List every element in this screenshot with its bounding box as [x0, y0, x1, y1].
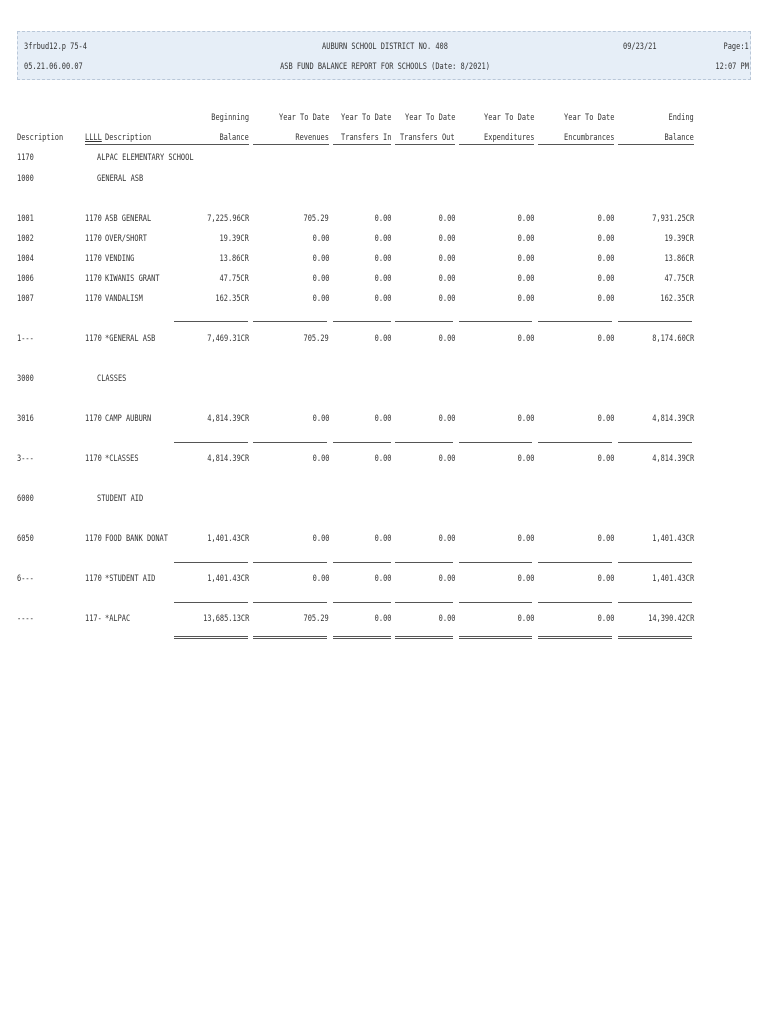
col-revenues-top: Year To Date — [278, 113, 329, 123]
subtotal-rule — [538, 442, 612, 443]
row-code: 6050 — [17, 534, 34, 544]
cell-beg: 1,401.43CR — [207, 574, 249, 584]
subtotal-rule — [253, 562, 327, 563]
row-code: 1--- — [17, 334, 34, 344]
row-code: 3--- — [17, 454, 34, 464]
grand-total-rule — [333, 636, 391, 639]
subtotal-rule — [333, 442, 391, 443]
cell-tout: 0.00 — [438, 454, 455, 464]
subtotal-rule — [618, 321, 692, 322]
row-code: 6--- — [17, 574, 34, 584]
row-description: *ALPAC — [105, 614, 131, 624]
cell-exp: 0.00 — [517, 294, 534, 304]
col-ending-top: Ending — [668, 113, 694, 123]
cell-exp: 0.00 — [517, 254, 534, 264]
subtotal-rule — [333, 562, 391, 563]
cell-enc: 0.00 — [597, 294, 614, 304]
header-rule — [395, 144, 455, 145]
subtotal-rule — [253, 442, 327, 443]
row-location: 1170 — [85, 234, 102, 244]
section-heading: CLASSES — [97, 374, 127, 384]
row-description: *STUDENT AID — [105, 574, 156, 584]
cell-tout: 0.00 — [438, 414, 455, 424]
cell-tout: 0.00 — [438, 254, 455, 264]
cell-tin: 0.00 — [374, 454, 391, 464]
cell-tin: 0.00 — [374, 234, 391, 244]
subtotal-rule — [459, 321, 532, 322]
col-transfers-in-bot: Transfers In — [340, 133, 391, 143]
grand-total-rule — [174, 636, 248, 639]
report-time: 12:07 PM — [715, 62, 749, 72]
cell-exp: 0.00 — [517, 614, 534, 624]
cell-rev: 705.29 — [303, 334, 329, 344]
cell-tout: 0.00 — [438, 334, 455, 344]
subtotal-rule — [395, 562, 453, 563]
cell-tin: 0.00 — [374, 574, 391, 584]
total-rule — [253, 602, 327, 603]
page-number: Page:1 — [723, 42, 749, 52]
cell-exp: 0.00 — [517, 334, 534, 344]
cell-end: 1,401.43CR — [652, 574, 694, 584]
subtotal-rule — [333, 321, 391, 322]
cell-end: 4,814.39CR — [652, 414, 694, 424]
cell-enc: 0.00 — [597, 614, 614, 624]
subtotal-rule — [538, 562, 612, 563]
cell-exp: 0.00 — [517, 574, 534, 584]
cell-end: 14,390.42CR — [647, 614, 694, 624]
cell-rev: 705.29 — [303, 214, 329, 224]
cell-end: 47.75CR — [664, 274, 694, 284]
cell-tin: 0.00 — [374, 274, 391, 284]
cell-rev: 0.00 — [312, 574, 329, 584]
cell-tout: 0.00 — [438, 274, 455, 284]
row-description: CAMP AUBURN — [105, 414, 152, 424]
col-transfers-out-bot: Transfers Out — [400, 133, 455, 143]
col-ending-bot: Balance — [664, 133, 694, 143]
row-code: ---- — [17, 614, 34, 624]
section-heading: GENERAL ASB — [97, 174, 144, 184]
header-rule — [174, 144, 249, 145]
subtotal-rule — [174, 562, 248, 563]
subtotal-rule — [618, 442, 692, 443]
grand-total-rule — [395, 636, 453, 639]
row-location: 1170 — [85, 414, 102, 424]
cell-end: 4,814.39CR — [652, 454, 694, 464]
row-location: 1170 — [85, 454, 102, 464]
subtotal-rule — [538, 321, 612, 322]
grand-total-rule — [253, 636, 327, 639]
row-code: 1002 — [17, 234, 34, 244]
cell-tin: 0.00 — [374, 614, 391, 624]
col-description-2: Description — [105, 133, 152, 143]
subtotal-rule — [174, 321, 248, 322]
cell-beg: 13,685.13CR — [202, 614, 249, 624]
cell-beg: 1,401.43CR — [207, 534, 249, 544]
total-rule — [174, 602, 248, 603]
subtotal-rule — [253, 321, 327, 322]
cell-enc: 0.00 — [597, 334, 614, 344]
col-revenues-bot: Revenues — [295, 133, 329, 143]
row-code: 3016 — [17, 414, 34, 424]
cell-rev: 0.00 — [312, 274, 329, 284]
col-transfers-in-top: Year To Date — [340, 113, 391, 123]
total-rule — [538, 602, 612, 603]
cell-tin: 0.00 — [374, 534, 391, 544]
cell-enc: 0.00 — [597, 574, 614, 584]
col-transfers-out-top: Year To Date — [404, 113, 455, 123]
subtotal-rule — [459, 562, 532, 563]
col-beginning-top: Beginning — [211, 113, 249, 123]
row-location: 1170 — [85, 214, 102, 224]
row-location: 1170 — [85, 574, 102, 584]
cell-rev: 0.00 — [312, 534, 329, 544]
col-encumbrances-top: Year To Date — [563, 113, 614, 123]
cell-exp: 0.00 — [517, 534, 534, 544]
header-rule — [459, 144, 534, 145]
cell-rev: 0.00 — [312, 414, 329, 424]
header-rule — [333, 144, 391, 145]
cell-tout: 0.00 — [438, 214, 455, 224]
row-code: 1007 — [17, 294, 34, 304]
row-description: KIWANIS GRANT — [105, 274, 160, 284]
row-description: VANDALISM — [105, 294, 143, 304]
row-code: 3000 — [17, 374, 34, 384]
row-location: 1170 — [85, 254, 102, 264]
report-date: 09/23/21 — [623, 42, 657, 52]
cell-tout: 0.00 — [438, 614, 455, 624]
cell-rev: 0.00 — [312, 454, 329, 464]
cell-beg: 4,814.39CR — [207, 454, 249, 464]
cell-enc: 0.00 — [597, 534, 614, 544]
row-code: 1004 — [17, 254, 34, 264]
version-number: 05.21.06.00.07 — [24, 62, 83, 72]
col-llll: LLLL — [85, 133, 102, 143]
subtotal-rule — [618, 562, 692, 563]
row-description: *CLASSES — [105, 454, 139, 464]
cell-exp: 0.00 — [517, 454, 534, 464]
cell-end: 7,931.25CR — [652, 214, 694, 224]
cell-end: 1,401.43CR — [652, 534, 694, 544]
col-encumbrances-bot: Encumbrances — [563, 133, 614, 143]
cell-beg: 19.39CR — [219, 234, 249, 244]
subtotal-rule — [174, 442, 248, 443]
cell-exp: 0.00 — [517, 414, 534, 424]
cell-tout: 0.00 — [438, 574, 455, 584]
report-header — [17, 31, 751, 80]
section-heading: STUDENT AID — [97, 494, 144, 504]
grand-total-rule — [618, 636, 692, 639]
cell-tin: 0.00 — [374, 294, 391, 304]
total-rule — [333, 602, 391, 603]
grand-total-rule — [538, 636, 612, 639]
grand-total-rule — [459, 636, 532, 639]
row-code: 1000 — [17, 174, 34, 184]
cell-beg: 162.35CR — [215, 294, 249, 304]
subtotal-rule — [395, 321, 453, 322]
row-code: 1006 — [17, 274, 34, 284]
cell-beg: 47.75CR — [219, 274, 249, 284]
col-beginning-bot: Balance — [219, 133, 249, 143]
row-description: ASB GENERAL — [105, 214, 152, 224]
cell-enc: 0.00 — [597, 414, 614, 424]
cell-tout: 0.00 — [438, 534, 455, 544]
row-code: 1170 — [17, 153, 34, 163]
cell-enc: 0.00 — [597, 214, 614, 224]
row-location: 117- — [85, 614, 102, 624]
col-description: Description — [17, 133, 64, 143]
row-description: VENDING — [105, 254, 135, 264]
header-rule — [618, 144, 694, 145]
total-rule — [395, 602, 453, 603]
cell-exp: 0.00 — [517, 274, 534, 284]
cell-tin: 0.00 — [374, 414, 391, 424]
row-description: FOOD BANK DONAT — [105, 534, 168, 544]
total-rule — [618, 602, 692, 603]
cell-tin: 0.00 — [374, 334, 391, 344]
cell-rev: 705.29 — [303, 614, 329, 624]
program-id: 3frbud12.p 75-4 — [24, 42, 87, 52]
row-code: 6000 — [17, 494, 34, 504]
cell-end: 8,174.60CR — [652, 334, 694, 344]
cell-beg: 4,814.39CR — [207, 414, 249, 424]
cell-rev: 0.00 — [312, 234, 329, 244]
report-title: ASB FUND BALANCE REPORT FOR SCHOOLS (Date: 8/2021) — [280, 62, 490, 72]
subtotal-rule — [395, 442, 453, 443]
header-rule — [538, 144, 614, 145]
subtotal-rule — [459, 442, 532, 443]
col-expenditures-bot: Expenditures — [483, 133, 534, 143]
cell-rev: 0.00 — [312, 254, 329, 264]
cell-tin: 0.00 — [374, 214, 391, 224]
row-location: 1170 — [85, 274, 102, 284]
header-rule — [85, 144, 181, 145]
cell-beg: 13.86CR — [219, 254, 249, 264]
cell-tout: 0.00 — [438, 234, 455, 244]
cell-enc: 0.00 — [597, 274, 614, 284]
cell-rev: 0.00 — [312, 294, 329, 304]
header-rule — [253, 144, 329, 145]
row-location: 1170 — [85, 294, 102, 304]
cell-end: 162.35CR — [660, 294, 694, 304]
total-rule — [459, 602, 532, 603]
row-description: *GENERAL ASB — [105, 334, 156, 344]
cell-enc: 0.00 — [597, 234, 614, 244]
row-location: 1170 — [85, 334, 102, 344]
cell-enc: 0.00 — [597, 254, 614, 264]
section-heading: ALPAC ELEMENTARY SCHOOL — [97, 153, 194, 163]
row-code: 1001 — [17, 214, 34, 224]
cell-end: 19.39CR — [664, 234, 694, 244]
cell-tout: 0.00 — [438, 294, 455, 304]
row-description: OVER/SHORT — [105, 234, 147, 244]
cell-end: 13.86CR — [664, 254, 694, 264]
cell-beg: 7,469.31CR — [207, 334, 249, 344]
cell-beg: 7,225.96CR — [207, 214, 249, 224]
cell-exp: 0.00 — [517, 214, 534, 224]
district-name: AUBURN SCHOOL DISTRICT NO. 408 — [322, 42, 448, 52]
cell-exp: 0.00 — [517, 234, 534, 244]
col-expenditures-top: Year To Date — [483, 113, 534, 123]
cell-enc: 0.00 — [597, 454, 614, 464]
cell-tin: 0.00 — [374, 254, 391, 264]
row-location: 1170 — [85, 534, 102, 544]
